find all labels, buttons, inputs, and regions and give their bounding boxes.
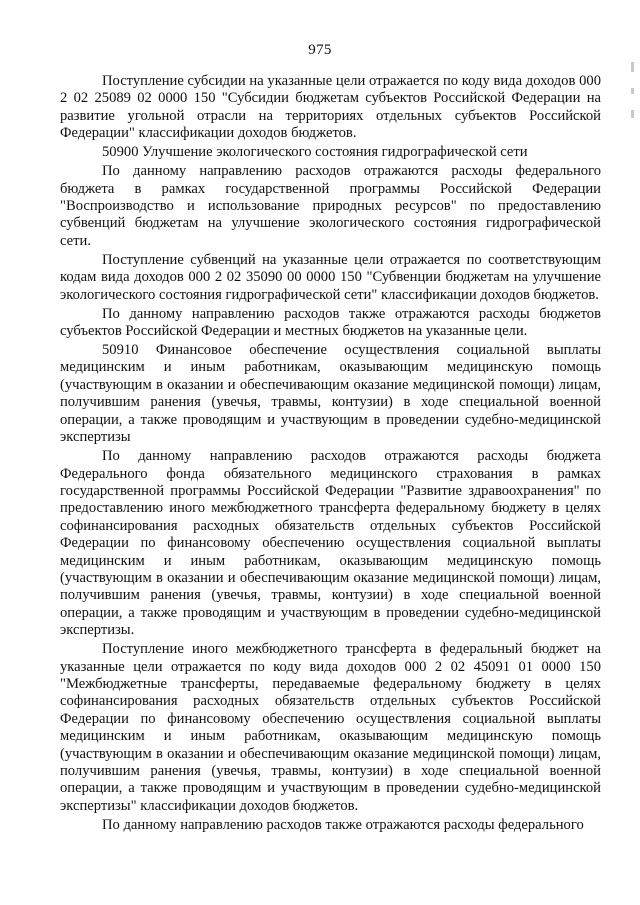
section-heading-50900: 50900 Улучшение экологического состояния гидрографической сети xyxy=(102,144,528,161)
paragraph-subvention-receipt: Поступление субвенций на указанные цели отражается по соответствующим кодам вида доходов 000 2 02 35090 00 0000 150 "Субвенции бюджетам на улучшение экологического состояния гидрографической сети" классификации доходов бюджетов. xyxy=(60,251,601,303)
paragraph-subsidy-receipt: Поступление субсидии на указанные цели отражается по коду вида доходов 000 2 02 25089 02 0000 150 "Субсидии бюджетам субъектов Российской Федерации на развитие угольной отрасли на территориях отдельных субъектов Российской Федерации" классификации доходов бюджетов. xyxy=(60,73,601,142)
section-heading-50910: 50910 Финансовое обеспечение осуществления социальной выплаты медицинским и иным работникам, оказывающим медицинскую помощь (участвующим в оказании и обеспечивающим оказание медицинской помощи) лицам, получившим ранения (увечья, травмы, контузии) в ходе специальной военной операции, а также проводящим и участвующим в проведении судебно-медицинской экспертизы xyxy=(60,342,601,446)
paragraph-50910-expenses: По данному направлению расходов отражаются расходы бюджета Федерального фонда обязательного медицинского страхования в рамках государственной программы Российской Федерации "Развитие здравоохранения" по предоставлению иного межбюджетного трансферта федеральному бюджету в целях софинансирования расходных обязательств отдельных субъектов Российской Федерации по финансовому обеспечению осуществления социальной выплаты медицинским и иным работникам, оказывающим медицинскую помощь (участвующим в оказании и обеспечивающим оказание медицинской помощи) лицам, получившим ранения (увечья, травмы, контузии) в ходе специальной военной операции, а также проводящим и участвующим в проведении судебно-медицинской экспертизы. xyxy=(60,448,601,639)
scan-edge-mark xyxy=(631,62,634,72)
page-body xyxy=(60,73,601,834)
paragraph-50900-expenses: По данному направлению расходов отражаются расходы федерального бюджета в рамках государственной программы Российской Федерации "Воспроизводство и использование природных ресурсов" по предоставлению субвенций бюджетам на улучшение экологического состояния гидрографической сети. xyxy=(60,163,601,249)
paragraph-regional-budgets: По данному направлению расходов также отражаются расходы бюджетов субъектов Российской Федерации и местных бюджетов на указанные цели. xyxy=(60,305,601,340)
page-number: 975 xyxy=(308,42,332,58)
paragraph-continuation: По данному направлению расходов также отражаются расходы федерального xyxy=(102,816,584,833)
scan-edge-mark xyxy=(631,88,634,94)
paragraph-transfer-receipt: Поступление иного межбюджетного трансферта в федеральный бюджет на указанные цели отражается по коду вида доходов 000 2 02 45091 01 0000 150 "Межбюджетные трансферты, передаваемые федеральному бюджету в целях софинансирования расходных обязательств отдельных субъектов Российской Федерации по финансовому обеспечению осуществления социальной выплаты медицинским и иным работникам, оказывающим медицинскую помощь (участвующим в оказании и обеспечивающим оказание медицинской помощи) лицам, получившим ранения (увечья, травмы, контузии) в ходе специальной военной операции, а также проводящим и участвующим в проведении судебно-медицинской экспертизы" классификации доходов бюджетов. xyxy=(60,641,601,814)
scan-edge-mark xyxy=(631,110,634,118)
